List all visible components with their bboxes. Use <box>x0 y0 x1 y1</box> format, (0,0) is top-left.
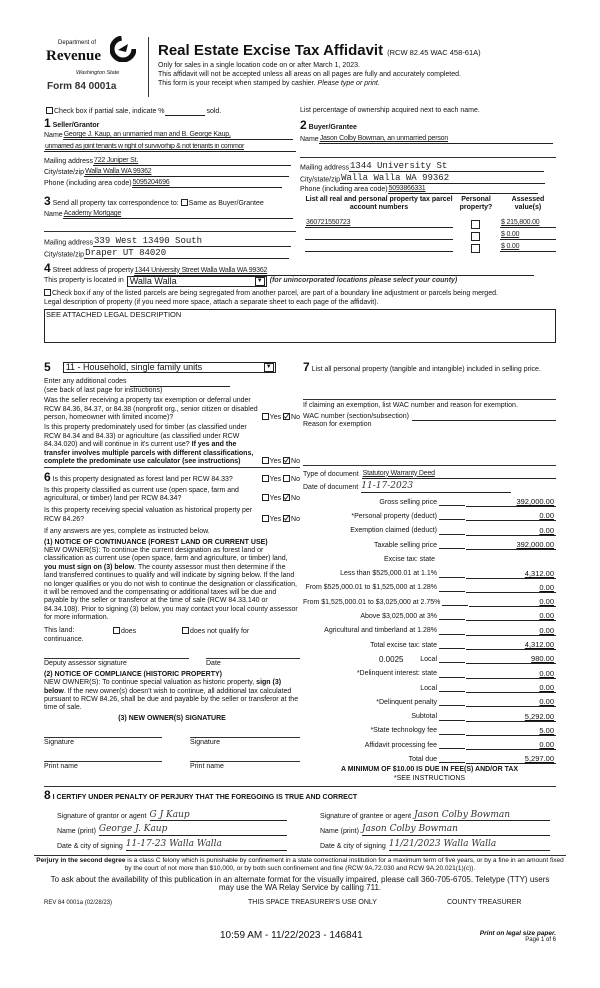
tax-row <box>303 607 556 621</box>
section-number: 8 <box>44 788 51 803</box>
label: does not qualify for <box>190 627 250 635</box>
tax-row-label: *Delinquent penalty <box>376 698 437 706</box>
tax-row <box>303 750 556 764</box>
personal-property-field[interactable] <box>303 374 556 400</box>
section-number: 2 <box>300 118 307 132</box>
no-checkbox[interactable] <box>283 494 290 501</box>
partial-percent-field[interactable] <box>165 115 205 116</box>
tax-row <box>303 521 556 535</box>
tax-row-label: From $525,000.01 to $1,525,000 at 1.28% <box>305 584 437 592</box>
label: If claiming an exemption, list WAC number and reason for exemption. <box>303 402 518 410</box>
amount-field[interactable]: 0.00 <box>466 683 556 693</box>
section-title: Buyer/Grantee <box>308 124 357 131</box>
assessed-header: Assessed value(s) <box>511 196 545 212</box>
property-street-field[interactable]: 1344 University Street Walla Walla WA 99362 <box>134 266 268 274</box>
section-number: 1 <box>44 116 51 130</box>
certify-title: I CERTIFY UNDER PENALTY OF PERJURY THAT THE FOREGOING IS TRUE AND CORRECT <box>52 794 358 802</box>
parcel-account-field[interactable] <box>305 231 306 238</box>
label: Check box if any of the listed parcels are being segregated from another parcel, are part of a boundary line adjustment or parcels being merged. <box>52 290 498 297</box>
amount-field[interactable]: 980.00 <box>466 654 556 664</box>
perjury-notice: Perjury in the second degree is a class C felony which is punishable by confinement in a state correctional institution for a maximum term of five years, or by a fine in an amount fixed by the court of not more than $10,000, or by both such confinement and fine (RCW 9A.72.030 and RCW 9A.20.021(1)(c)). <box>34 855 566 873</box>
label: Mailing address <box>300 164 350 172</box>
amount-field[interactable]: 4,312.00 <box>466 640 556 650</box>
legal-paper-note: Print on legal size paper. <box>479 929 556 937</box>
doc-type-field[interactable]: Statutory Warranty Deed <box>362 469 435 477</box>
yes-checkbox[interactable] <box>262 494 269 501</box>
parcel-account-field[interactable] <box>305 243 306 250</box>
buyer-phone-field[interactable]: 5093866331 <box>388 185 426 192</box>
no-checkbox[interactable] <box>283 515 290 522</box>
label: continuance. <box>44 635 84 643</box>
subtitle-1: Only for sales in a single location code on or after March 1, 2023. <box>158 62 360 69</box>
label: City/state/zip <box>44 169 85 176</box>
tax-row-label: Taxable selling price <box>373 541 437 549</box>
grantee-signature[interactable]: Jason Colby Bowman <box>414 809 511 820</box>
label: does <box>121 627 137 635</box>
tax-row-label: Total excise tax: state <box>370 641 437 649</box>
no-checkbox[interactable] <box>283 457 290 464</box>
section-number: 4 <box>44 261 51 275</box>
chevron-down-icon: ▼ <box>255 277 265 286</box>
forest-question: Is this property designated as forest land per RCW 84.33? <box>52 476 233 484</box>
tax-row-label: *Personal property (deduct) <box>351 512 437 520</box>
buyer-city-field[interactable]: Walla Walla WA 99362 <box>341 173 450 183</box>
amount-field[interactable]: 0.00 <box>466 697 556 707</box>
tax-row-label: Local <box>420 655 437 663</box>
tax-row <box>303 736 556 750</box>
amount-field[interactable]: 0.00 <box>469 597 556 607</box>
see-instructions: *SEE INSTRUCTIONS <box>393 774 466 782</box>
right-column <box>303 360 556 783</box>
revenue-logo-text: Revenue <box>46 48 101 64</box>
amount-field[interactable]: 5,297.00 <box>466 754 556 764</box>
tax-row <box>303 650 556 664</box>
notice-1-text: NEW OWNER(S): To continue the current designation as forest land or classification as current use (open space, farm and agriculture, or timber) land, you must sign on (3) below. The county assessor must then determine if the land transferred continues to qualify and will indicate by signing below. If the land no longer qualifies or you do not wish to continue the designation or classification, it will be removed and the compensating or additional taxes will be due and payable by the seller or transferor at the time of sale (RCW 84.33.140 or 84.34.108). Prior to signing (3) below, you may contact your local county assessor for more information. <box>44 547 298 622</box>
label: Name <box>300 136 319 143</box>
personal-property-checkbox[interactable] <box>471 220 480 229</box>
corr-name-field[interactable]: Academy Mortgage <box>63 210 122 217</box>
label: City/state/zip <box>44 251 85 259</box>
dept-label: Department of <box>58 40 97 46</box>
tax-row <box>303 536 556 550</box>
wac-field[interactable] <box>412 413 556 421</box>
amount-field[interactable]: 392,000.00 <box>466 497 556 507</box>
assessed-value-field[interactable]: $ 0.00 <box>501 243 520 250</box>
label: Date of document <box>303 484 359 492</box>
tax-row-label: Total due <box>408 756 437 763</box>
amount-field[interactable]: 0.00 <box>466 626 556 636</box>
signature-label: Signature <box>190 737 300 747</box>
print-name-label: Print name <box>44 761 162 771</box>
amount-field[interactable]: 0.00 <box>466 526 556 536</box>
page-number: Page 1 of 6 <box>525 937 556 944</box>
chevron-down-icon: ▼ <box>264 363 274 372</box>
assessed-value-field[interactable]: $ 215,800.00 <box>501 219 540 226</box>
amount-field[interactable]: 0.00 <box>466 669 556 679</box>
rcw-ref: (RCW 82.45 WAC 458-61A) <box>387 48 481 57</box>
tax-row <box>303 679 556 693</box>
no-checkbox[interactable] <box>283 413 290 420</box>
tax-row-label: Above $3,025,000 at 3% <box>360 613 437 621</box>
additional-codes-field[interactable] <box>130 379 230 387</box>
parcel-account-field[interactable]: 360721550723 <box>306 219 351 226</box>
tax-row-label: Local <box>420 684 437 692</box>
assessed-value-field[interactable]: $ 0.00 <box>501 231 520 238</box>
page-title: Real Estate Excise Tax Affidavit <box>158 42 384 59</box>
tax-row <box>303 621 556 635</box>
segregated-checkbox[interactable] <box>44 289 51 296</box>
date-label: Date <box>206 658 300 668</box>
parcel-row <box>305 243 453 252</box>
label: This property is located in <box>44 277 124 285</box>
tax-row-label: Excise tax: state <box>384 555 435 563</box>
yes-checkbox[interactable] <box>262 413 269 420</box>
label: Name <box>44 211 63 218</box>
label: Enter any additional codes <box>44 378 127 386</box>
seller-phone-field[interactable]: 5095204696 <box>132 179 170 186</box>
tax-row <box>303 579 556 593</box>
yes-checkbox[interactable] <box>262 457 269 464</box>
amount-field[interactable]: 0.00 <box>466 583 556 593</box>
alternate-format-notice: To ask about the availability of this publication in an alternate format for the visually impaired, please call 360-705-6705. Teletype (TTY) users may use the WA Relay Service by calling 711. <box>50 874 550 893</box>
tax-row <box>303 593 556 607</box>
buyer-name-field[interactable]: Jason Colby Bowman, an unmarried person <box>319 135 449 142</box>
tax-row-label: Affidavit processing fee <box>364 741 437 749</box>
legal-description-field[interactable]: SEE ATTACHED LEGAL DESCRIPTION <box>44 309 556 343</box>
timber-question: Is this property predominately used for timber (as classified under RCW 84.34 and 84.33) or agriculture (as classified under RCW 84.34.020) and will continue in it's current use? <box>44 424 247 449</box>
location-select[interactable]: Walla Walla ▼ <box>127 276 267 287</box>
tax-row <box>303 636 556 650</box>
print-name-label: Print name <box>190 761 300 771</box>
segregated-row <box>44 289 556 298</box>
amount-field[interactable]: 0.00 <box>466 511 556 521</box>
tax-row-label: Gross selling price <box>379 498 437 506</box>
label: Type of document <box>303 470 359 478</box>
personal-property-checkbox[interactable] <box>471 232 480 241</box>
grantor-signature[interactable]: G J Kaup <box>149 809 190 820</box>
label: WAC number (section/subsection) <box>303 412 409 420</box>
tax-row-label: Agricultural and timberland at 1.28% <box>324 627 437 635</box>
section-number: 6 <box>44 470 51 485</box>
label: Legal description of property (if you need more space, attach a separate sheet to each page of the affidavit). <box>44 299 379 306</box>
doc-date-field[interactable]: 11-17-2023 <box>361 480 414 491</box>
section-title: Seller/Grantor <box>52 122 100 129</box>
local-rate: 0.0025 <box>379 654 404 664</box>
minimum-notice: A MINIMUM OF $10.00 IS DUE IN FEE(S) AND/OR TAX <box>340 766 519 774</box>
revision: REV 84 0001a (02/28/23) <box>44 900 113 907</box>
partial-sale-row: Check box if partial sale, indicate % sold. <box>46 107 221 116</box>
label: Reason for exemption <box>303 421 372 429</box>
tax-row-label: Less than $525,000.01 at 1.1% <box>340 570 437 578</box>
tax-row <box>303 693 556 707</box>
seller-name-field-2[interactable]: unmarried as joint tenants w right of survivorhip & not tenants in commor <box>45 143 244 150</box>
parcel-row <box>305 231 453 240</box>
state-label: Washington State <box>76 70 120 76</box>
location-note: (for unincorporated locations please select your county) <box>269 277 458 285</box>
label: Send all property tax correspondence to: <box>52 200 179 207</box>
label: Name (print) <box>57 827 96 835</box>
tax-row-label: From $1,525,000.01 to $3,025,000 at 2.75% <box>303 598 441 606</box>
label: If any answers are yes, complete as instructed below. <box>44 528 210 536</box>
section-number: 5 <box>44 360 51 374</box>
tax-row <box>303 550 556 564</box>
notice-2-title: (2) NOTICE OF COMPLIANCE (HISTORIC PROPERTY) <box>44 670 222 678</box>
amount-field[interactable]: 392,000.00 <box>466 540 556 550</box>
treasurer-space: THIS SPACE TREASURER'S USE ONLY <box>248 899 377 907</box>
buyer-mail-field[interactable]: 1344 University St <box>350 161 448 171</box>
ownership-note: List percentage of ownership acquired next to each name. <box>300 107 480 114</box>
tax-row-label: *Delinquent interest: state <box>356 670 437 678</box>
label: Street address of property <box>52 267 134 274</box>
seller-name-field[interactable]: George J. Kaup, an unmarried man and B. George Kaup, <box>63 131 231 138</box>
label: Signature of grantor or agent <box>57 812 147 820</box>
deputy-signature-label: Deputy assessor signature <box>44 658 189 668</box>
tax-row <box>303 507 556 521</box>
subtitle-3: This form is your receipt when stamped by cashier. Please type or print. <box>158 80 380 87</box>
current-use-question: Is this property classified as current use (open space, farm and agricultural, or timber) land per RCW 84.34? <box>44 486 239 503</box>
amount-field[interactable]: 0.00 <box>466 611 556 621</box>
tax-row-label: Subtotal <box>411 713 437 721</box>
no-checkbox[interactable] <box>283 475 290 482</box>
partial-sale-checkbox[interactable] <box>46 107 53 114</box>
left-column: 5 11 - Household, single family units ▼ Enter any additional codes (see back of last page for instructions) Was the seller receiving a property tax exemption or deferral under RCW 84.36, 84.37, or 84.38 (nonprofit org., senior citizen or disabled person, homeowner with limited income)? Yes No Is this property predominately used for timber (as classified under RCW 84.34 and 84.33) or agriculture (as classified under RCW 84.34.020) and will continue in it's current use? If yes and the transfer involves multiple parcels with different classifications, complete the predominate use calculator (see instructions) Yes No 6 Is this property designated as forest land per RCW 84.33? Yes No Is this property classified as current use (open space, farm and agricultural, or timber) land per RCW 84.34? Yes No Is this property receiving special valuation as historical property per RCW 84.26? Yes No If any answers are yes, complete as instructed below. (1) NOTICE OF CONTINUANCE (FOREST LAND OR CURRENT USE) NEW OWNER(S): To continue the current designation as forest land or classification as current use (open space, farm and agriculture, or timber) land, you must sign on (3) below. The county assessor must then determine if the land transferred continues to qualify and will indicate by signing below. If the land no longer qualifies or you do not wish to continue the designation or classification, it will be removed and the compensating or additional taxes will be due and payable by the seller or transferor at the time of sale (RCW 84.33.140 or 84.34.108). Prior to signing (3) below, you may contact your local county assessor for more information. This land: does does not qualify for continuance. Deputy assessor signature Date (2) NOTICE OF COMPLIANCE (HISTORIC PROPERTY) NEW OWNER(S): To continue special valuation as historic property, sign (3) below. If the new owner(s) doesn't wish to continue, all additional tax calculated pursuant to RCW 84.26, shall be due and payable by the seller or transferor at the time of sale. (3) NEW OWNER(S) SIGNATURE Signature Signature Print name Print name <box>44 360 300 771</box>
grantor-date-field[interactable]: 11-17-23 Walla Walla <box>125 839 222 850</box>
label: Phone (including area code) <box>300 186 388 193</box>
label: Name (print) <box>320 827 359 835</box>
county-treasurer: COUNTY TREASURER <box>447 899 522 907</box>
section-number: 3 <box>44 194 51 208</box>
historic-question: Is this property receiving special valuation as historical property per RCW 84.26? <box>44 507 253 523</box>
seller-mail-field[interactable]: 722 Juniper St. <box>94 157 139 164</box>
title-row <box>158 42 481 59</box>
form-number: Form 84 0001a <box>47 81 117 92</box>
amount-field[interactable]: 5,292.00 <box>466 712 556 722</box>
personal-header: Personal property? <box>459 196 493 212</box>
exemption-reason-field[interactable] <box>303 430 556 466</box>
grantor-name-field[interactable]: George J. Kaup <box>98 824 168 835</box>
tax-row <box>303 564 556 578</box>
amount-field[interactable]: 0.00 <box>466 740 556 750</box>
amount-field[interactable]: 4,312.00 <box>466 569 556 579</box>
yes-checkbox[interactable] <box>262 475 269 482</box>
does-checkbox[interactable] <box>113 627 120 634</box>
label: (see back of last page for instructions) <box>44 386 163 394</box>
tax-row <box>303 664 556 678</box>
corr-city-field[interactable]: Draper UT 84020 <box>85 248 167 258</box>
section-number: 7 <box>303 360 310 374</box>
tax-row <box>303 722 556 736</box>
label: This land: <box>44 626 75 634</box>
label: Mailing address <box>44 158 94 165</box>
parcel-header: List all real and personal property tax parcel account numbers <box>305 196 453 212</box>
label: Name <box>44 132 63 139</box>
personal-property-checkbox[interactable] <box>471 244 480 253</box>
yes-checkbox[interactable] <box>262 515 269 522</box>
tax-row <box>303 707 556 721</box>
label: List all personal property (tangible and intangible) included in selling price. <box>311 366 541 373</box>
label: Signature of grantee or agent <box>320 812 412 820</box>
does-not-checkbox[interactable] <box>182 627 189 634</box>
exemption-question: Was the seller receiving a property tax exemption or deferral under RCW 84.36, 84.37, or 84.38 (nonprofit org., senior citizen or disabled person, homeowner with limited income)? <box>44 397 258 421</box>
parcel-row <box>305 219 453 228</box>
signature-label: Signature <box>44 737 162 747</box>
label: Date & city of signing <box>320 842 386 850</box>
grantee-date-field[interactable]: 11/21/2023 Walla Walla <box>388 839 497 850</box>
label: Date & city of signing <box>57 842 123 850</box>
tax-row-label: Exemption claimed (deduct) <box>350 527 437 535</box>
tax-row <box>303 493 556 507</box>
label: Same as Buyer/Grantee <box>188 200 264 207</box>
section-8 <box>44 786 556 851</box>
corr-mail-field[interactable]: 339 West 13490 South <box>94 236 203 246</box>
grantee-name-field[interactable]: Jason Colby Bowman <box>361 824 458 835</box>
notice-2-text: NEW OWNER(S): To continue special valuation as historic property, sign (3) below. If the new owner(s) doesn't wish to continue, all additional tax calculated pursuant to RCW 84.26, shall be due and payable by the seller or transferor at the time of sale. <box>44 679 299 712</box>
amount-field[interactable]: 5.00 <box>466 726 556 736</box>
seller-city-field[interactable]: Walla Walla WA 99362 <box>85 168 152 175</box>
notice-1-title: (1) NOTICE OF CONTINUANCE (FOREST LAND OR CURRENT USE) <box>44 538 268 546</box>
subtitle-2: This affidavit will not be accepted unless all areas on all pages are fully and accurately completed. <box>158 71 461 78</box>
label: Mailing address <box>44 239 94 247</box>
timber-note: If yes and the transfer involves multiple parcels with different classifications, complete the predominate use calculator (see instructions) <box>44 441 254 465</box>
same-as-buyer-checkbox[interactable] <box>181 199 188 206</box>
dor-logo-icon <box>110 36 136 62</box>
land-use-select[interactable]: 11 - Household, single family units ▼ <box>63 362 276 373</box>
tax-row-label: *State technology fee <box>370 727 437 735</box>
label: City/state/zip <box>300 176 341 184</box>
label: Phone (including area code) <box>44 180 132 187</box>
notice-3-title: (3) NEW OWNER(S) SIGNATURE <box>118 714 226 722</box>
timestamp: 10:59 AM - 11/22/2023 - 146841 <box>220 929 363 941</box>
